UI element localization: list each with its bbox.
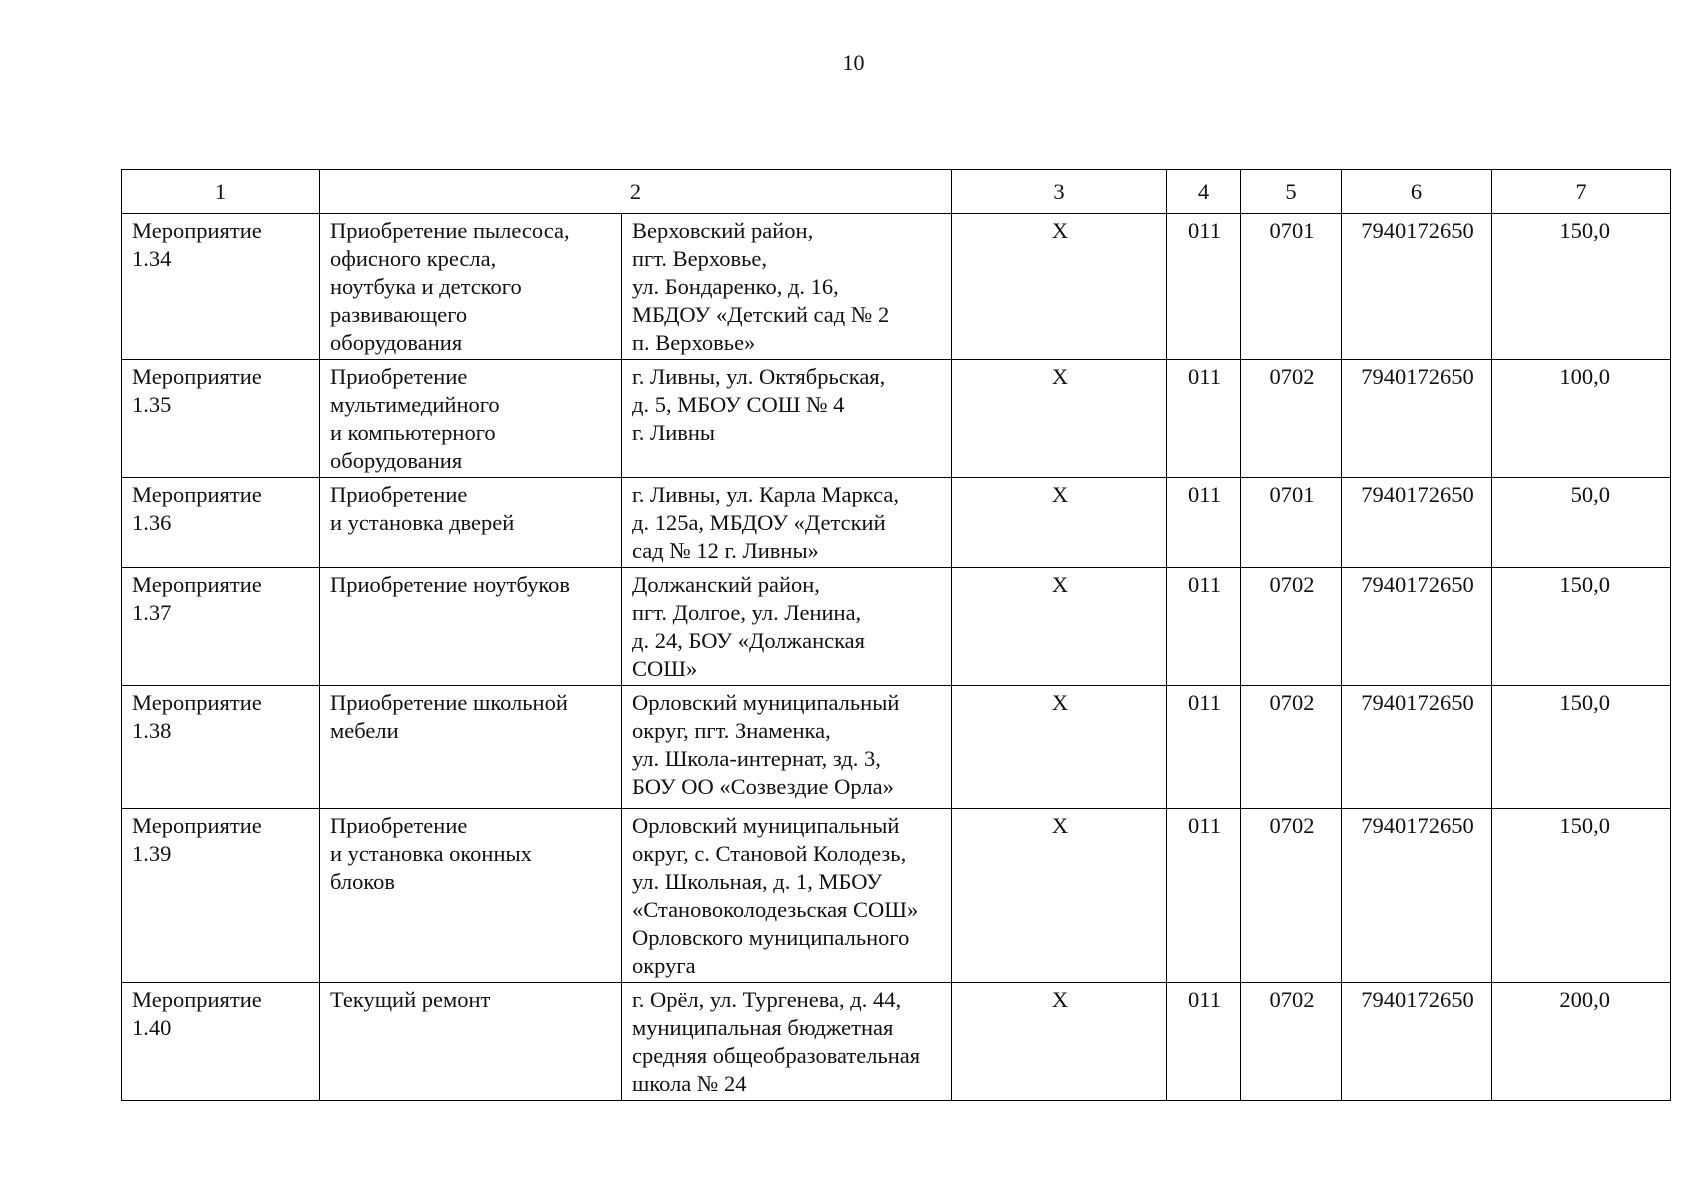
activity-address: г. Ливны, ул. Октябрьская, д. 5, МБОУ СОШ № 4 г. Ливны [622,360,952,478]
col3-value: X [952,809,1167,983]
col7-value: 150,0 [1492,214,1671,360]
col3-value: X [952,983,1167,1101]
activity-id: Мероприятие 1.39 [122,809,320,983]
col7-value: 50,0 [1492,478,1671,568]
col3-value: X [952,478,1167,568]
table-row [122,809,1671,983]
activities-table [121,169,1671,1101]
header-row [122,170,1671,214]
col4-value: 011 [1167,214,1241,360]
header-cell-5: 5 [1241,170,1342,214]
col4-value: 011 [1167,983,1241,1101]
col5-value: 0701 [1241,478,1342,568]
activity-address: Должанский район, пгт. Долгое, ул. Ленина, д. 24, БОУ «Должанская СОШ» [622,568,952,686]
activity-name: Текущий ремонт [320,983,622,1101]
col4-value: 011 [1167,478,1241,568]
col5-value: 0702 [1241,360,1342,478]
col4-value: 011 [1167,568,1241,686]
activity-address: Верховский район, пгт. Верховье, ул. Бондаренко, д. 16, МБДОУ «Детский сад № 2 п. Верховье» [622,214,952,360]
col6-value: 7940172650 [1342,809,1492,983]
col3-value: X [952,568,1167,686]
col7-value: 150,0 [1492,568,1671,686]
col4-value: 011 [1167,686,1241,809]
col6-value: 7940172650 [1342,568,1492,686]
col6-value: 7940172650 [1342,214,1492,360]
header-cell-2: 2 [320,170,952,214]
table-row [122,478,1671,568]
table-row [122,214,1671,360]
activity-name: Приобретение школьной мебели [320,686,622,809]
col6-value: 7940172650 [1342,360,1492,478]
col5-value: 0702 [1241,809,1342,983]
col5-value: 0702 [1241,568,1342,686]
activity-id: Мероприятие 1.34 [122,214,320,360]
col3-value: X [952,360,1167,478]
table-row [122,360,1671,478]
col5-value: 0702 [1241,686,1342,809]
col5-value: 0702 [1241,983,1342,1101]
activity-name: Приобретение мультимедийного и компьютерного оборудования [320,360,622,478]
activity-name: Приобретение пылесоса, офисного кресла, ноутбука и детского развивающего оборудования [320,214,622,360]
activity-address: Орловский муниципальный округ, с. Становой Колодезь, ул. Школьная, д. 1, МБОУ «Становоколодезьская СОШ» Орловского муниципального округа [622,809,952,983]
activity-id: Мероприятие 1.40 [122,983,320,1101]
col5-value: 0701 [1241,214,1342,360]
activity-name: Приобретение ноутбуков [320,568,622,686]
col7-value: 150,0 [1492,809,1671,983]
activity-id: Мероприятие 1.38 [122,686,320,809]
table-row [122,568,1671,686]
col7-value: 200,0 [1492,983,1671,1101]
col6-value: 7940172650 [1342,478,1492,568]
activity-address: г. Орёл, ул. Тургенева, д. 44, муниципальная бюджетная средняя общеобразовательная школа № 24 [622,983,952,1101]
activity-id: Мероприятие 1.37 [122,568,320,686]
col7-value: 150,0 [1492,686,1671,809]
table-row [122,686,1671,809]
col3-value: X [952,686,1167,809]
col6-value: 7940172650 [1342,686,1492,809]
col7-value: 100,0 [1492,360,1671,478]
header-cell-4: 4 [1167,170,1241,214]
page-number: 10 [842,50,865,75]
activity-id: Мероприятие 1.36 [122,478,320,568]
header-cell-7: 7 [1492,170,1671,214]
header-cell-6: 6 [1342,170,1492,214]
table-row [122,983,1671,1101]
header-cell-3: 3 [952,170,1167,214]
col3-value: X [952,214,1167,360]
activity-address: Орловский муниципальный округ, пгт. Знаменка, ул. Школа-интернат, зд. 3, БОУ ОО «Созвездие Орла» [622,686,952,809]
header-cell-1: 1 [122,170,320,214]
activity-name: Приобретение и установка оконных блоков [320,809,622,983]
col6-value: 7940172650 [1342,983,1492,1101]
activity-address: г. Ливны, ул. Карла Маркса, д. 125а, МБДОУ «Детский сад № 12 г. Ливны» [622,478,952,568]
activity-id: Мероприятие 1.35 [122,360,320,478]
col4-value: 011 [1167,360,1241,478]
col4-value: 011 [1167,809,1241,983]
activity-name: Приобретение и установка дверей [320,478,622,568]
